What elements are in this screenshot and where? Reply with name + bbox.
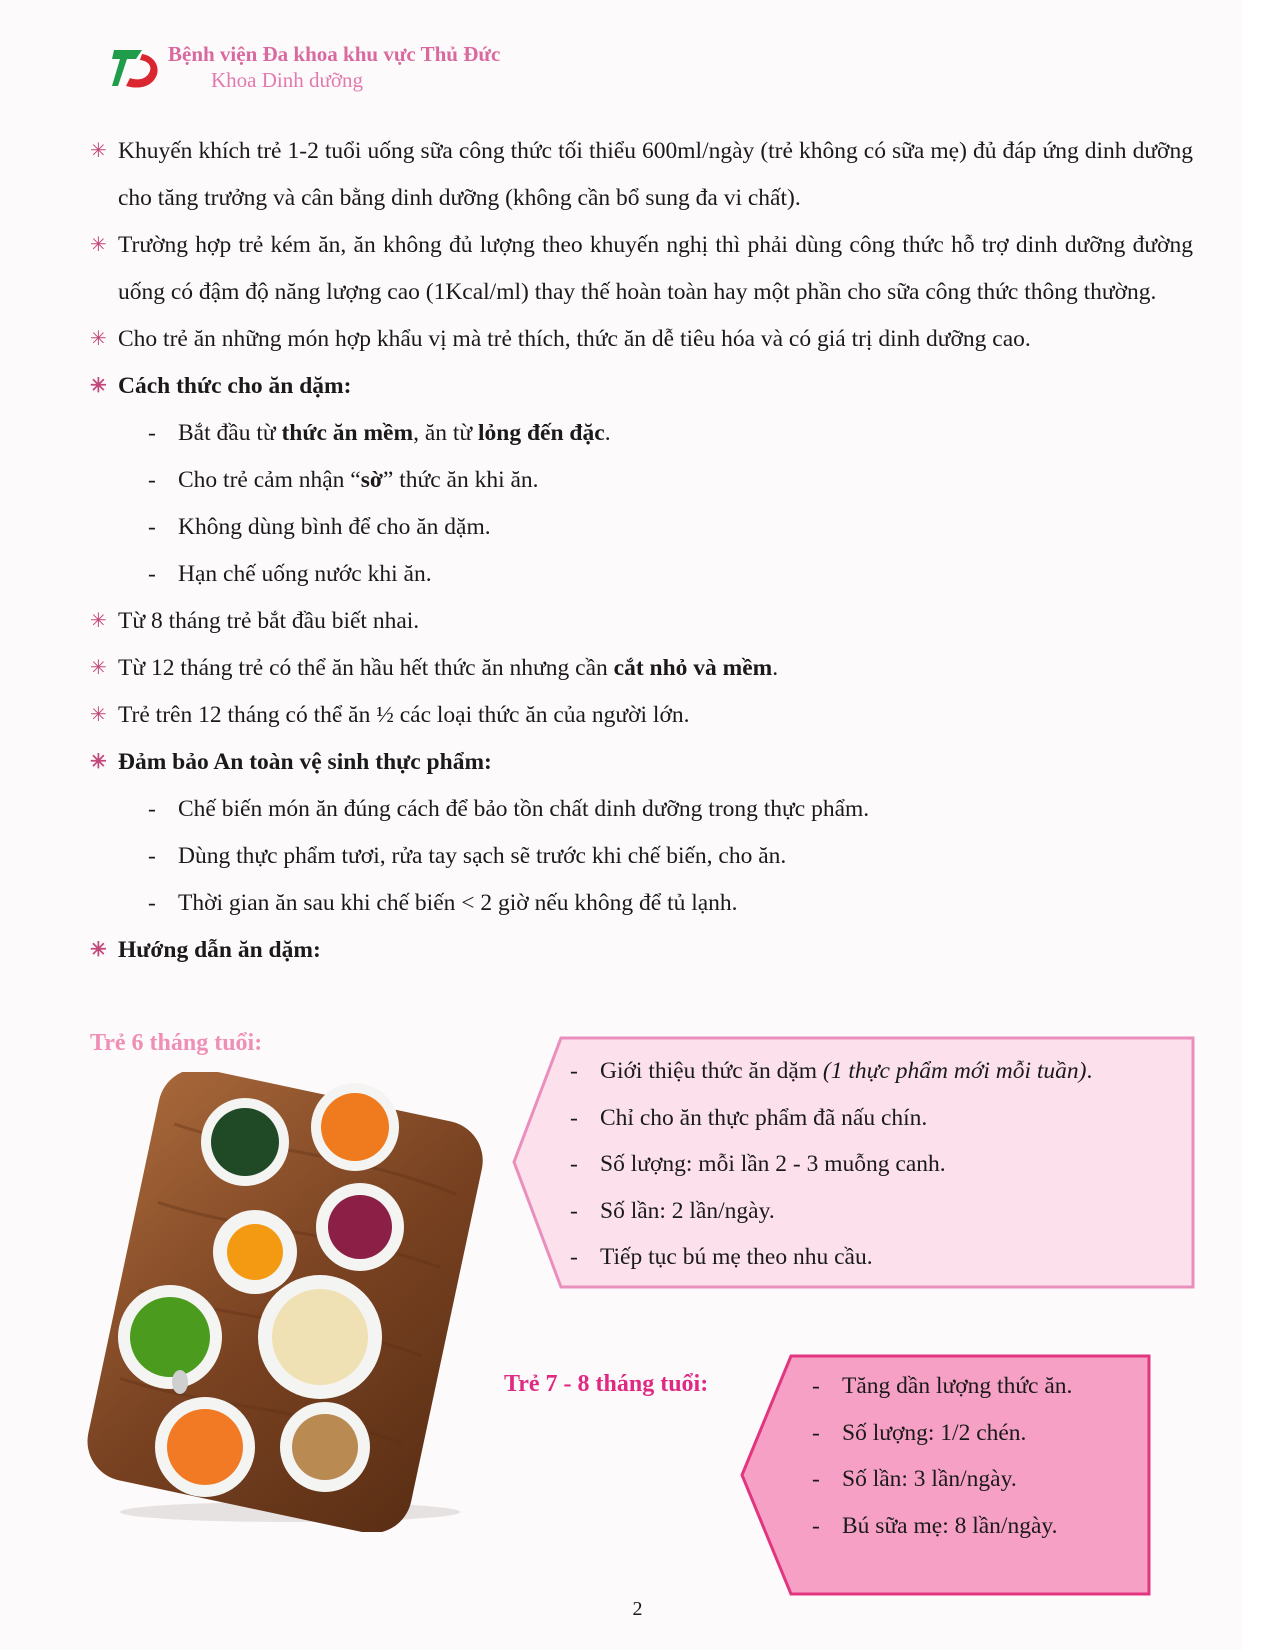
hospital-name: Bệnh viện Đa khoa khu vực Thủ Đức — [168, 42, 501, 66]
item-text: Tăng dần lượng thức ăn. — [842, 1373, 1073, 1399]
bullet-text: Trường hợp trẻ kém ăn, ăn không đủ lượng theo khuyến nghị thì phải dùng công thức hỗ trợ dinh dưỡng đường uống có đậm độ năng lượng cao (1Kcal/ml) thay thế hoàn toàn hay một phần cho sữa công thức thông thường. — [118, 232, 1193, 305]
list-item: - Số lượng: mỗi lần 2 - 3 muỗng canh. — [570, 1151, 946, 1177]
page-number: 2 — [632, 1598, 643, 1620]
heading-text: Hướng dẫn ăn dặm: — [118, 937, 321, 963]
emphasis-text: sờ — [360, 467, 383, 493]
bullet-item — [90, 316, 1193, 363]
item-text: Chỉ cho ăn thực phẩm đã nấu chín. — [600, 1104, 928, 1131]
bowl-beetroot — [316, 1183, 404, 1271]
star-bullet-icon: ✳ — [90, 140, 107, 162]
sub-text: Hạn chế uống nước khi ăn. — [178, 561, 432, 587]
bullet-text: Khuyến khích trẻ 1-2 tuổi uống sữa công thức tối thiểu 600ml/ngày (trẻ không có sữa mẹ) đủ đáp ứng dinh dưỡng cho tăng trưởng và cân bằng dinh dưỡng (không cần bổ sung đa vi chất). — [118, 138, 1193, 211]
star-bullet-icon: ✳ — [90, 328, 107, 350]
item-italic-text: (1 thực phẩm mới mỗi tuần) — [822, 1058, 1087, 1084]
section-heading-weaning-guide — [90, 927, 1193, 974]
bowl-spinach — [201, 1098, 289, 1186]
item-text: Tiếp tục bú mẹ theo nhu cầu. — [600, 1244, 873, 1270]
sub-text: Dùng thực phẩm tươi, rửa tay sạch sẽ trước khi chế biến, cho ăn. — [178, 843, 787, 869]
sub-text: Cho trẻ cảm nhận “ — [178, 467, 361, 493]
list-item: - Tiếp tục bú mẹ theo nhu cầu. — [570, 1244, 873, 1270]
heading-text: Đảm bảo An toàn vệ sinh thực phẩm: — [118, 749, 492, 775]
list-item: - Số lượng: 1/2 chén. — [812, 1419, 1027, 1446]
star-bullet-icon: ✳ — [90, 751, 107, 773]
item-text: Số lần: 3 lần/ngày. — [842, 1466, 1017, 1492]
sub-item: - Thời gian ăn sau khi chế biến < 2 giờ nếu không để tủ lạnh. — [148, 890, 738, 916]
list-item: - Tăng dần lượng thức ăn. — [812, 1373, 1073, 1399]
section-heading-food-safety — [90, 739, 1193, 786]
baby-food-bowls-image — [60, 1072, 500, 1532]
bullet-item — [90, 645, 1193, 692]
list-item: - Số lần: 3 lần/ngày. — [812, 1466, 1017, 1492]
sub-text: ” thức ăn khi ăn. — [382, 467, 539, 493]
sub-text: , ăn từ — [413, 420, 479, 446]
age-6-months-heading: Trẻ 6 tháng tuổi: — [90, 1030, 263, 1056]
item-text: Số lần: 2 lần/ngày. — [600, 1197, 775, 1224]
bullet-text: Trẻ trên 12 tháng có thể ăn ½ các loại thức ăn của người lớn. — [118, 702, 690, 728]
list-item: - Chỉ cho ăn thực phẩm đã nấu chín. — [570, 1104, 928, 1131]
emphasis-text: thức ăn mềm — [281, 420, 414, 446]
item-text: Số lượng: 1/2 chén. — [842, 1419, 1027, 1446]
bullet-text: Từ 12 tháng trẻ có thể ăn hầu hết thức ăn nhưng cần — [118, 655, 614, 681]
sub-text: Không dùng bình để cho ăn dặm. — [178, 514, 491, 540]
item-text: Giới thiệu thức ăn dặm — [600, 1058, 823, 1084]
star-bullet-icon: ✳ — [90, 375, 107, 397]
bowl-pumpkin — [213, 1210, 297, 1294]
bullet-item — [90, 128, 1193, 222]
td-logo-icon — [112, 46, 160, 90]
age-7-8-months-heading: Trẻ 7 - 8 tháng tuổi: — [504, 1371, 709, 1397]
sub-text: Bắt đầu từ — [178, 420, 282, 446]
section-heading-feeding-method — [90, 363, 1193, 410]
sub-text: . — [604, 420, 611, 446]
sub-item: - Dùng thực phẩm tươi, rửa tay sạch sẽ trước khi chế biến, cho ăn. — [148, 843, 787, 869]
star-bullet-icon: ✳ — [90, 610, 107, 632]
bullet-item — [90, 598, 1193, 645]
star-bullet-icon: ✳ — [90, 939, 107, 961]
bowl-pear — [258, 1275, 382, 1399]
list-item: - Bú sữa mẹ: 8 lần/ngày. — [812, 1512, 1058, 1539]
main-content — [90, 128, 1193, 974]
spoon-icon — [172, 1370, 188, 1394]
star-bullet-icon: ✳ — [90, 704, 107, 726]
department-name: Khoa Dinh dưỡng — [211, 68, 363, 92]
age-7-8-months-callout — [740, 1354, 1151, 1596]
bullet-text: Cho trẻ ăn những món hợp khẩu vị mà trẻ thích, thức ăn dễ tiêu hóa và có giá trị dinh dưỡng cao. — [118, 326, 1031, 352]
item-text: Số lượng: mỗi lần 2 - 3 muỗng canh. — [600, 1151, 946, 1177]
sub-text: Chế biến món ăn đúng cách để bảo tồn chất dinh dưỡng trong thực phẩm. — [178, 796, 870, 822]
sub-item: - Cho trẻ cảm nhận “sờ” thức ăn khi ăn. — [148, 467, 539, 493]
item-text: Bú sữa mẹ: 8 lần/ngày. — [842, 1512, 1058, 1539]
star-bullet-icon: ✳ — [90, 657, 107, 679]
heading-text: Cách thức cho ăn dặm: — [118, 373, 352, 399]
age-6-months-callout — [512, 1036, 1195, 1289]
age-7-8-months-list — [812, 1363, 1072, 1549]
sub-item: - Bắt đầu từ thức ăn mềm, ăn từ lỏng đến đặc. — [148, 420, 611, 446]
emphasis-text: lỏng đến đặc — [478, 420, 605, 446]
list-item: - Số lần: 2 lần/ngày. — [570, 1197, 775, 1224]
bullet-text: . — [772, 655, 779, 681]
emphasis-text: cắt nhỏ và mềm — [613, 655, 773, 681]
bullet-item — [90, 692, 1193, 739]
bullet-text: Từ 8 tháng trẻ bắt đầu biết nhai. — [118, 608, 420, 634]
bowl-apple — [280, 1402, 370, 1492]
list-item: - Giới thiệu thức ăn dặm (1 thực phẩm mới mỗi tuần). — [570, 1058, 1093, 1084]
bowl-green-squash — [118, 1285, 222, 1389]
sub-item: - Hạn chế uống nước khi ăn. — [148, 561, 432, 587]
sub-text: Thời gian ăn sau khi chế biến < 2 giờ nếu không để tủ lạnh. — [178, 890, 738, 916]
bullet-item — [90, 222, 1193, 316]
star-bullet-icon: ✳ — [90, 234, 107, 256]
bowl-sweet-potato — [311, 1083, 399, 1171]
bowl-carrot — [155, 1397, 255, 1497]
item-text: . — [1086, 1058, 1093, 1084]
age-6-months-list — [570, 1048, 1092, 1281]
sub-item: - Không dùng bình để cho ăn dặm. — [148, 514, 491, 540]
sub-item: - Chế biến món ăn đúng cách để bảo tồn chất dinh dưỡng trong thực phẩm. — [148, 796, 870, 822]
